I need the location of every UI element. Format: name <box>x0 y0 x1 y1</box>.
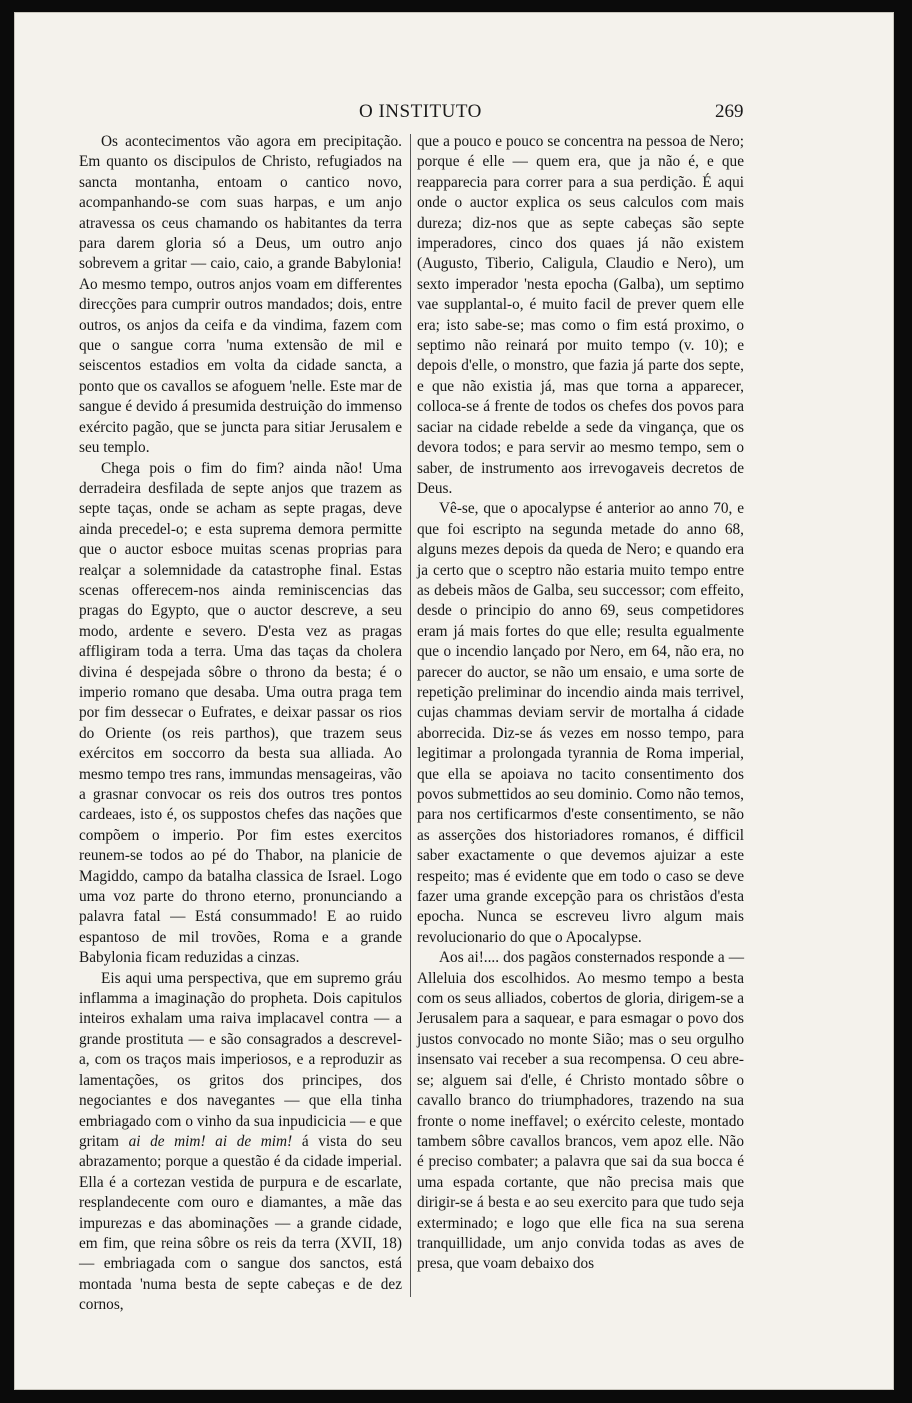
page-number: 269 <box>715 101 744 122</box>
italic-exclamation: ai de mim! ai de mim! <box>128 1132 293 1150</box>
left-column <box>79 132 402 1316</box>
page-header <box>15 101 893 129</box>
column-divider <box>410 134 411 1297</box>
paragraph: Os acontecimentos vão agora em precipitação. Em quanto os discipulos de Christo, refugiados na sancta montanha, entoam o cantico novo, acompanhando-se com suas harpas, e um anjo atravessa os ceus chamando os habitantes da terra para darem gloria só a Deus, um outro anjo sobrevem a gritar — caio, caio, a grande Babylonia! Ao mesmo tempo, outros anjos voam em differentes direcções para cumprir outros mandados; dois, entre outros, os anjos da ceifa e da vindima, fazem com que o sangue corra 'numa extensão de mil e seiscentos estadios em volta da cidade sancta, a ponto que os cavallos se afoguem 'nelle. Este mar de sangue é devido á presumida destruição do immenso exército pagão, que se juncta para sitiar Jerusalem e seu templo. <box>79 133 402 457</box>
paragraph <box>79 969 402 1316</box>
paragraph: que a pouco e pouco se concentra na pessoa de Nero; porque é elle — quem era, que ja não é, e que reapparecia para correr para a sua perdição. É aqui onde o auctor explica os seus calculos com mais dureza; diz-nos que as septe cabeças são septe imperadores, cinco dos quaes já não existem (Augusto, Tiberio, Caligula, Claudio e Nero), um sexto imperador 'nesta epocha (Galba), um septimo vae supplantal-o, é muito facil de prever quem elle era; isto sabe-se; mas como o fim está proximo, o septimo não reinará por muito tempo (v. 10); e depois d'elle, o monstro, que fazia já parte dos septe, e que não existia já, mas que torna a apparecer, colloca-se á frente de todos os chefes dos povos para saciar na cidade rebelde a sede da vingança, que os devora todos; e para servir ao mesmo tempo, sem o saber, de instrumento aos irrevogaveis decretos de Deus. <box>417 133 744 497</box>
paragraph-text: á vista do seu abrazamento; porque a questão é da cidade imperial. Ella é a cortezan vestida de purpura e de escarlate, resplandecente com ouro e diamantes, a mãe das impurezas e das abominações — a grande cidade, em fim, que reina sôbre os reis da terra (XVII, 18) — embriagada com o sangue dos sanctos, está montada 'numa besta de septe cabeças e de dez cornos, <box>79 1132 403 1314</box>
paragraph: Aos ai!.... dos pagãos consternados responde a — Alleluia dos escolhidos. Ao mesmo tempo a besta com os seus alliados, cobertos de gloria, dirigem-se a Jerusalem para a saquear, e para esmagar o povo dos justos convocado no monte Sião; mas o seu orgulho insensato vai receber a sua recompensa. O ceu abre-se; alguem sai d'elle, é Christo montado sôbre o cavallo branco do triumphadores, trazendo na sua fronte o nome ineffavel; o exército celeste, montado tambem sôbre cavallos brancos, vem apoz elle. Não é preciso combater; a palavra que sai da sua bocca é uma espada cortante, que não precisa mais que dirigir-se á besta e ao seu exercito para que tudo seja exterminado; e logo que elle fica na sua serena tranquillidade, um anjo convida todas as aves de presa, que voam debaixo dos <box>417 949 744 1273</box>
running-title: O INSTITUTO <box>359 101 482 122</box>
page-sheet <box>14 12 894 1390</box>
paragraph: Chega pois o fim do fim? ainda não! Uma derradeira desfilada de septe anjos que trazem as septe taças, onde se acham as septe pragas, deve ainda precedel-o; e esta suprema demora permitte que o auctor esboce muitas scenas proprias para realçar a solemnidade da catastrophe final. Estas scenas offerecem-nos ainda reminiscencias das pragas do Egypto, que o auctor descreve, a seu modo, ardente e severo. D'esta vez as pragas affligiram toda a terra. Uma das taças da cholera divina é despejada sôbre o throno da besta; é o imperio romano que desaba. Uma outra praga tem por fim dessecar o Eufrates, e deixar passar os rios do Oriente (os reis parthos), que trazem seus exércitos em soccorro da besta sua alliada. Ao mesmo tempo tres rans, immundas mensageiras, vão a grasnar convocar os reis dos outros tres pontos cardeaes, isto é, os suppostos chefes das nações que compõem o imperio. Por fim estes exercitos reunem-se todos ao pé do Thabor, na planicie de Magiddo, campo da batalha classica de Israel. Logo uma voz parte do throno eterno, pronunciando a palavra fatal — Está consummado! E ao ruido espantoso de mil trovões, Roma e a grande Babylonia ficam reduzidas a cinzas. <box>79 459 402 967</box>
paragraph-text: Eis aqui uma perspectiva, que em supremo gráu inflamma a imaginação do propheta. Dois capitulos inteiros exhalam uma raiva implacavel contra — a grande prostituta — e são consagrados a descrevel-a, com os traços mais imperiosos, e a reproduzir as lamentações, os gritos dos principes, dos negociantes e dos navegantes — que ella tinha embriagado com o vinho da sua inpudicicia — e que gritam <box>79 969 402 1150</box>
right-column <box>417 132 744 1275</box>
paragraph: Vê-se, que o apocalypse é anterior ao anno 70, e que foi escripto na segunda metade do anno 68, alguns mezes depois da queda de Nero; e quando era ja certo que o sceptro não estaria muito tempo entre as debeis mãos de Galba, seu successor; com effeito, desde o principio do anno 69, seus competidores eram já mais fortes do que elle; resulta egualmente que o incendio lançado por Nero, em 64, não era, no parecer do auctor, se não um ensaio, e uma sorte de repetição preliminar do incendio ainda mais terrivel, cujas chammas deviam servir de mortalha á cidade aborrecida. Diz-se ás vezes em nosso tempo, para legitimar a prolongada tyrannia de Roma imperial, que ella se apoiava no tacito consentimento dos povos submettidos ao seu dominio. Como não temos, para nos certificarmos d'este consentimento, se não as asserções dos historiadores romanos, é difficil saber exactamente o que devemos ajuizar a este respeito; mas é evidente que em todo o caso se deve fazer uma grande excepção para os christãos d'esta epocha. Nunca se escreveu livro algum mais revolucionario do que o Apocalypse. <box>417 500 744 946</box>
